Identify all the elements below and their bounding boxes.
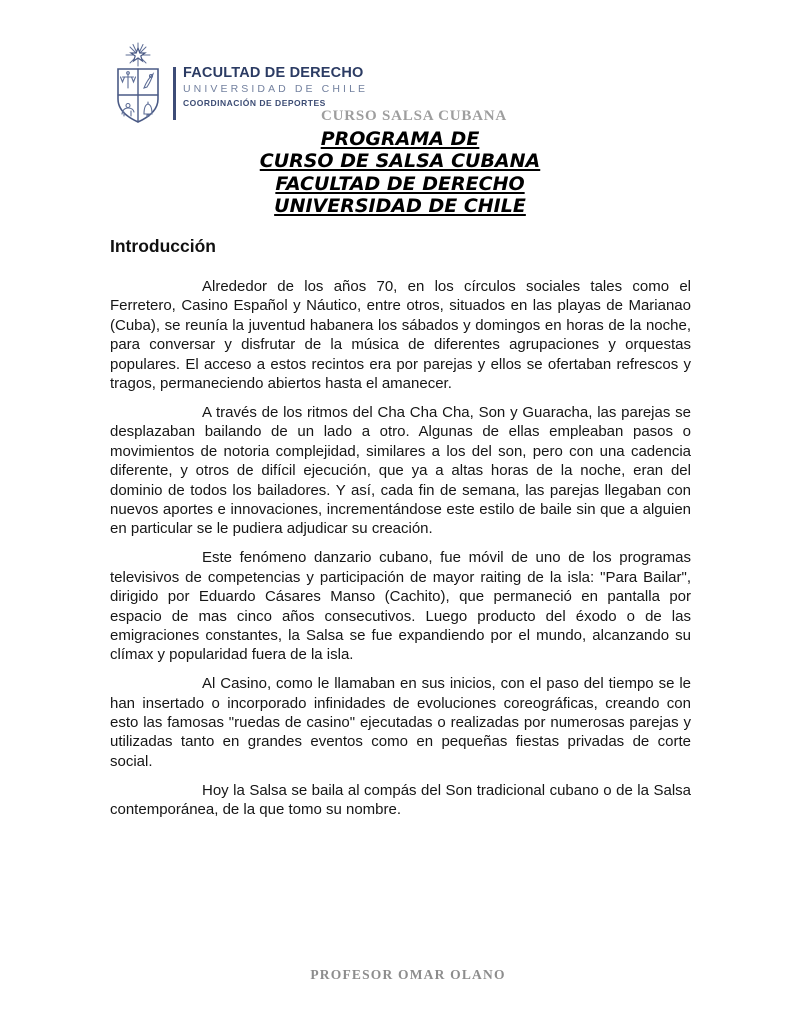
- logo-text-block: [183, 42, 368, 108]
- title-line-1: PROGRAMA DE: [320, 128, 480, 150]
- logo-faculty-name: FACULTAD DE DERECHO: [183, 65, 364, 81]
- paragraph-3: Este fenómeno danzario cubano, fue móvil de uno de los programas televisivos de competencias y participación de mayor raiting de la isla: "Para Bailar", dirigido por Eduardo Cásares Manso (Cachito), que permaneció en pantalla por espacio de mas cinco años consecutivos. Luego producto del éxodo o de las emigraciones constantes, la Salsa se fue expandiendo por el mundo, alcanzando su clímax y popularidad fuera de la isla.: [110, 549, 691, 664]
- paragraph-1: Alrededor de los años 70, en los círculos sociales tales como el Ferretero, Casino Español y Náutico, entre otros, situados en las playas de Marianao (Cuba), se reunía la juventud habanera los sábados y domingos en horas de la noche, para conversar y disfrutar de la música de diferentes agrupaciones y orquestas populares. El acceso a estos recintos era por parejas y ellos se ofertaban refrescos y tragos, permaneciendo abiertos hasta el amanecer.: [110, 278, 691, 393]
- document-body: [110, 235, 691, 829]
- paragraph-2: A través de los ritmos del Cha Cha Cha, Son y Guaracha, las parejas se desplazaban bailando de un lado a otro. Algunas de ellas empleaban pasos o movimientos de notoria complejidad, similares a los del son, pero con una cadencia diferente, y otros de difícil ejecución, que ya a altas horas de la noche, eran del dominio de todos los bailadores. Y así, cada fin de semana, las parejas llegaban con nuevos aportes e innovaciones, incrementándose este estilo de baile sin que a alguien en particular se le pudiera adjudicar su creación.: [110, 403, 691, 538]
- title-line-2: CURSO DE SALSA CUBANA: [259, 150, 541, 173]
- course-watermark: CURSO SALSA CUBANA: [320, 108, 508, 124]
- page-footer-author: PROFESOR OMAR OLANO: [310, 967, 506, 982]
- logo-university-name: UNIVERSIDAD DE CHILE: [183, 83, 369, 95]
- section-heading-introduccion: Introducción: [110, 236, 216, 256]
- logo-department-name: COORDINACIÓN DE DEPORTES: [183, 98, 326, 108]
- title-line-3: FACULTAD DE DERECHO: [275, 172, 525, 195]
- document-title: [0, 128, 800, 218]
- title-line-4: UNIVERSIDAD DE CHILE: [274, 195, 526, 218]
- paragraph-5: Hoy la Salsa se baila al compás del Son tradicional cubano o de la Salsa contemporánea, de la que tomo su nombre.: [110, 781, 691, 819]
- paragraph-4: Al Casino, como le llamaban en sus inicios, con el paso del tiempo se le han insertado o incorporado infinidades de evoluciones coreográficas, creando con esto las famosas "ruedas de casino" ejecutadas o realizadas por numerosas parejas y utilizadas tanto en grandes eventos como en pequeñas fiestas privadas de corte social.: [110, 675, 691, 770]
